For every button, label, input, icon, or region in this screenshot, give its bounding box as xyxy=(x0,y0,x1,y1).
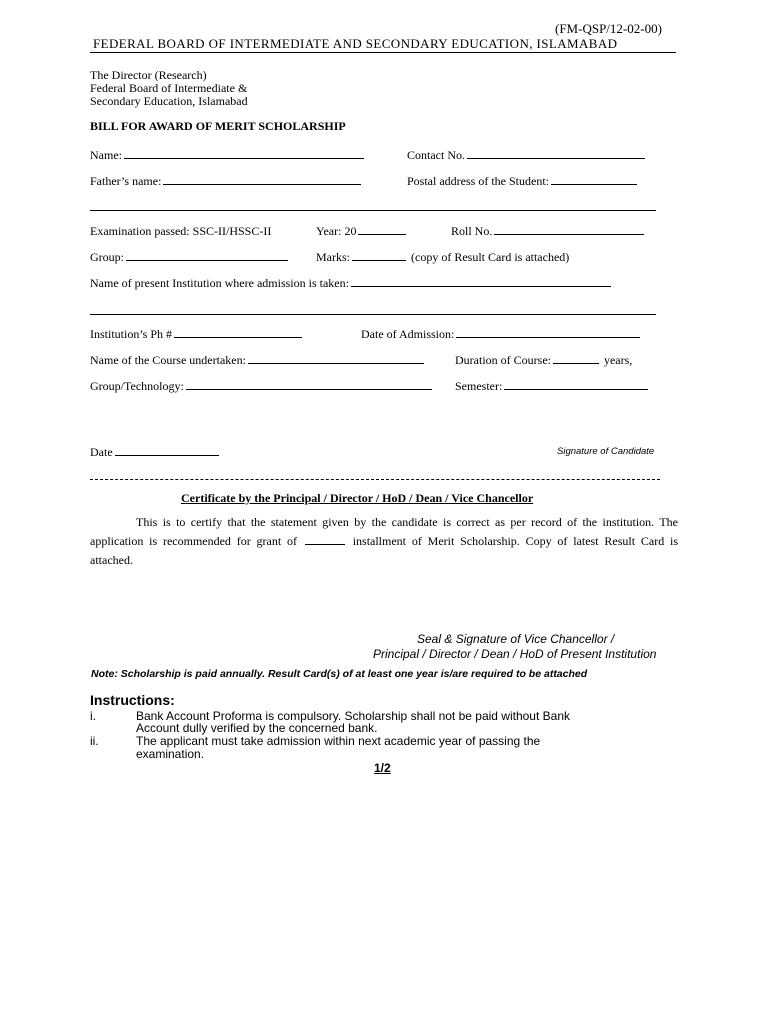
present-institution-label: Name of present Institution where admission is taken: xyxy=(90,276,349,290)
addressee-line-3: Secondary Education, Islamabad xyxy=(90,94,248,108)
bill-title: BILL FOR AWARD OF MERIT SCHOLARSHIP xyxy=(90,119,346,133)
marks-label: Marks: xyxy=(316,250,350,264)
certificate-title: Certificate by the Principal / Director / HoD / Dean / Vice Chancellor xyxy=(181,491,534,505)
addressee-line-1: The Director (Research) xyxy=(90,68,207,82)
header-rule xyxy=(90,52,676,53)
institution-phone-blank[interactable] xyxy=(174,328,302,338)
date-of-admission-blank[interactable] xyxy=(456,328,640,338)
father-name-field[interactable] xyxy=(90,175,363,187)
installment-blank[interactable] xyxy=(305,535,345,545)
date-field[interactable] xyxy=(90,446,221,458)
duration-label: Duration of Course: xyxy=(455,353,551,367)
addressee-line-2: Federal Board of Intermediate & xyxy=(90,81,248,95)
course-name-field[interactable] xyxy=(90,354,426,366)
certificate-body xyxy=(90,513,678,570)
course-name-label: Name of the Course undertaken: xyxy=(90,353,246,367)
page-number: 1/2 xyxy=(374,761,391,775)
postal-address-blank[interactable] xyxy=(551,175,637,185)
roll-no-blank[interactable] xyxy=(494,225,644,235)
form-code: (FM-QSP/12-02-00) xyxy=(555,21,662,36)
instruction-text-line-2: Account dully verified by the concerned bank. xyxy=(136,721,378,735)
years-label: years, xyxy=(603,353,633,367)
semester-label: Semester: xyxy=(455,379,503,393)
postal-address-continuation-line[interactable] xyxy=(90,210,656,211)
contact-label: Contact No. xyxy=(407,148,465,162)
certificate-body-part-2: installment of Merit Scholarship. Copy of latest Result Card is attached. xyxy=(90,534,679,567)
certificate-body-part-1: This is to certify that the statement given by the candidate is correct as per record of the institution. The application is recommended for grant of xyxy=(90,515,678,548)
seal-signature-line-2: Principal / Director / Dean / HoD of Present Institution xyxy=(373,647,657,661)
duration-field[interactable] xyxy=(455,354,632,366)
name-blank[interactable] xyxy=(124,149,364,159)
group-field[interactable] xyxy=(90,251,290,263)
duration-blank[interactable] xyxy=(553,354,599,364)
group-technology-label: Group/Technology: xyxy=(90,379,184,393)
instruction-marker: i. xyxy=(90,709,96,723)
postal-address-label: Postal address of the Student: xyxy=(407,174,549,188)
group-blank[interactable] xyxy=(126,251,288,261)
group-technology-field[interactable] xyxy=(90,380,434,392)
instruction-marker: ii. xyxy=(90,734,99,748)
course-name-blank[interactable] xyxy=(248,354,424,364)
seal-signature-line-1: Seal & Signature of Vice Chancellor / xyxy=(417,632,615,646)
father-name-blank[interactable] xyxy=(163,175,361,185)
name-field[interactable] xyxy=(90,149,366,161)
institution-continuation-line[interactable] xyxy=(90,314,656,315)
group-label: Group: xyxy=(90,250,124,264)
year-label: Year: 20 xyxy=(316,224,357,238)
year-field[interactable] xyxy=(316,225,408,237)
date-of-admission-field[interactable] xyxy=(361,328,642,340)
instructions-heading: Instructions: xyxy=(90,692,175,708)
marks-blank[interactable] xyxy=(352,251,406,261)
exam-passed-field: Examination passed: SSC-II/HSSC-II xyxy=(90,224,272,238)
contact-field[interactable] xyxy=(407,149,647,161)
father-name-label: Father’s name: xyxy=(90,174,162,188)
marks-field[interactable] xyxy=(316,251,569,263)
contact-blank[interactable] xyxy=(467,149,645,159)
board-title: FEDERAL BOARD OF INTERMEDIATE AND SECONDARY EDUCATION, ISLAMABAD xyxy=(93,36,618,51)
result-card-note: (copy of Result Card is attached) xyxy=(411,250,570,264)
date-blank[interactable] xyxy=(115,446,219,456)
roll-no-label: Roll No. xyxy=(451,224,493,238)
instruction-text-line-1: Bank Account Proforma is compulsory. Scholarship shall not be paid without Bank xyxy=(136,709,571,723)
present-institution-blank[interactable] xyxy=(351,277,611,287)
date-label: Date xyxy=(90,445,113,459)
instruction-text-line-2: examination. xyxy=(136,747,205,761)
roll-no-field[interactable] xyxy=(451,225,646,237)
semester-field[interactable] xyxy=(455,380,650,392)
group-technology-blank[interactable] xyxy=(186,380,432,390)
postal-address-field[interactable] xyxy=(407,175,639,187)
institution-phone-field[interactable] xyxy=(90,328,304,340)
date-of-admission-label: Date of Admission: xyxy=(361,327,455,341)
semester-blank[interactable] xyxy=(504,380,648,390)
scholarship-note: Note: Scholarship is paid annually. Result Card(s) of at least one year is/are required to be attached xyxy=(91,668,588,680)
signature-of-candidate: Signature of Candidate xyxy=(557,446,655,457)
institution-phone-label: Institution’s Ph # xyxy=(90,327,173,341)
instruction-text-line-1: The applicant must take admission within next academic year of passing the xyxy=(136,734,541,748)
year-blank[interactable] xyxy=(358,225,406,235)
section-separator xyxy=(90,479,660,480)
present-institution-field[interactable] xyxy=(90,277,613,289)
name-label: Name: xyxy=(90,148,122,162)
